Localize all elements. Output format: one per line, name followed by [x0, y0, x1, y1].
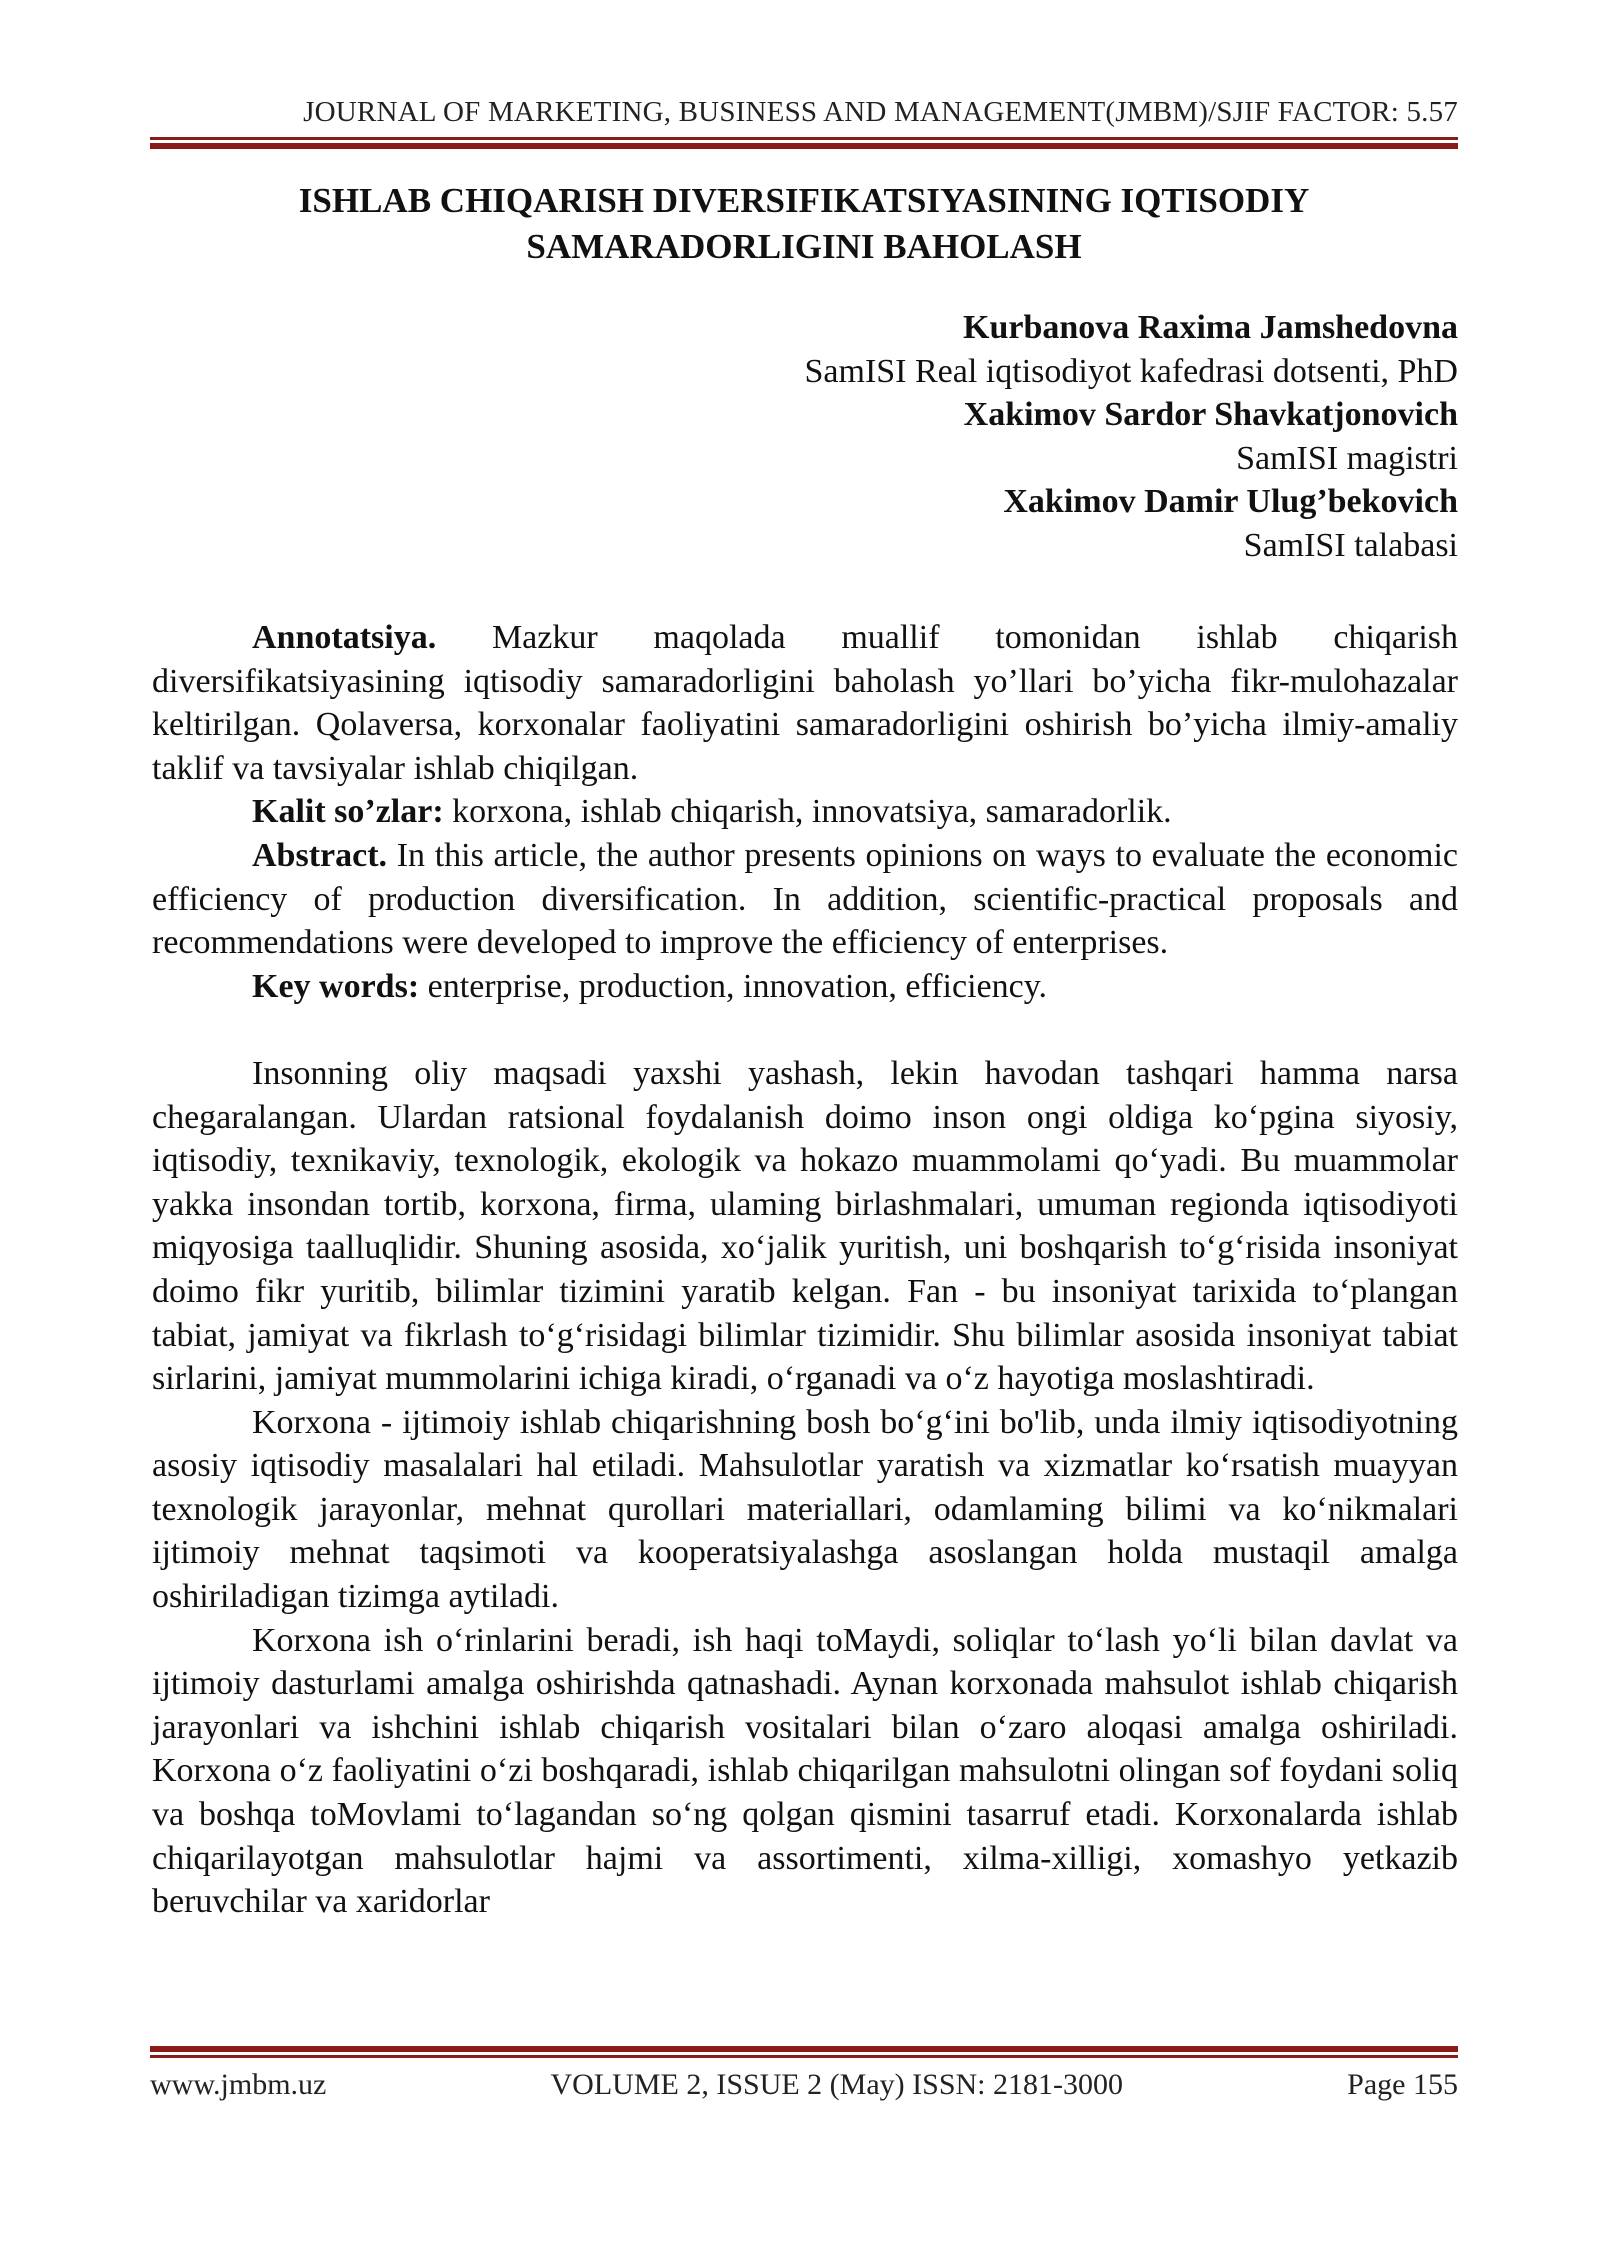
footer-volume: VOLUME 2, ISSUE 2 (May) ISSN: 2181-3000	[550, 2068, 1124, 2101]
annotation-paragraph	[152, 616, 1458, 790]
author-affiliation: SamISI talabasi	[1243, 526, 1458, 564]
body-paragraph: Korxona - ijtimoiy ishlab chiqarishning bosh bo‘g‘ini bo'lib, unda ilmiy iqtisodiyotning asosiy iqtisodiy masalalari hal etiladi. Mahsulotlar yaratish va xizmatlar ko‘rsatish muayyan texnologik jarayonlar, mehnat qurollari materiallari, odamlaming bilimi va ko‘nikmalari ijtimoiy mehnat taqsimoti va kooperatsiyalashga asoslangan holda mustaqil amalga oshiriladigan tizimga aytiladi.	[152, 1403, 1458, 1616]
author-name: Xakimov Damir Ulug’bekovich	[1003, 483, 1458, 520]
author-name: Kurbanova Raxima Jamshedovna	[963, 309, 1458, 346]
footer-rule-thick	[150, 2046, 1458, 2052]
keywords-uz-paragraph	[152, 790, 1458, 834]
body-paragraph: Korxona ish o‘rinlarini beradi, ish haqi toMaydi, soliqlar to‘lash yo‘li bilan davlat va ijtimoiy dasturlami amalga oshirishda qatnashadi. Aynan korxonada mahsulot ishlab chiqarish jarayonlari va ishchini ishlab chiqarish vositalari bilan o‘zaro aloqasi amalga oshiriladi. Korxona o‘z faoliyatini o‘zi boshqaradi, ishlab chiqarilgan mahsulotni olingan sof foydani soliq va boshqa toMovlami to‘lagandan so‘ng qolgan qismini tasarruf etadi. Korxonalarda ishlab chiqarilayotgan mahsulotlar hajmi va assortimenti, xilma-xilligi, xomashyo yetkazib beruvchilar va xaridorlar	[152, 1621, 1458, 1921]
body-paragraph: Insonning oliy maqsadi yaxshi yashash, lekin havodan tashqari hamma narsa chegaralangan. Ulardan ratsional foydalanish doimo inson ongi oldiga ko‘pgina siyosiy, iqtisodiy, texnikaviy, texnologik, ekologik va hokazo muammolami qo‘yadi. Bu muammolar yakka insondan tortib, korxona, firma, ulaming birlashmalari, umuman regionda iqtisodiyoti miqyosiga taalluqlidir. Shuning asosida, xo‘jalik yuritish, uni boshqarish to‘g‘risida insoniyat doimo fikr yuritib, bilimlar tizimini yaratib kelgan. Fan - bu insoniyat tarixida to‘plangan tabiat, jamiyat va fikrlash to‘g‘risidagi bilimlar tizimidir. Shu bilimlar asosida insoniyat tabiat sirlarini, jamiyat mummolarini ichiga kiradi, o‘rganadi va o‘z hayotiga moslashtiradi.	[152, 1054, 1458, 1398]
annotation-label: Annotatsiya.	[252, 619, 437, 656]
abstract-label: Abstract.	[252, 836, 388, 874]
footer-page-number: Page 155	[1347, 2068, 1458, 2101]
author-affiliation: SamISI Real iqtisodiyot kafedrasi dotsenti, PhD	[804, 352, 1458, 390]
author-affiliation: SamISI magistri	[1236, 439, 1458, 477]
header-rule-thick	[150, 143, 1458, 149]
footer-website: www.jmbm.uz	[150, 2068, 327, 2101]
article-title-line1: ISHLAB CHIQARISH DIVERSIFIKATSIYASINING IQTISODIY	[298, 181, 1310, 220]
article-title	[150, 178, 1458, 270]
abstract-text: In this article, the author presents opinions on ways to evaluate the economic efficiency of production diversification. In addition, scientific-practical proposals and recommendations were developed to improve the efficiency of enterprises.	[152, 836, 1458, 962]
header-rule-thin	[150, 137, 1458, 140]
author-name: Xakimov Sardor Shavkatjonovich	[963, 396, 1458, 433]
running-header: JOURNAL OF MARKETING, BUSINESS AND MANAGEMENT(JMBM)/SJIF FACTOR: 5.57	[303, 96, 1458, 128]
keywords-en-paragraph	[152, 965, 1458, 1009]
keywords-en-label: Key words:	[252, 967, 420, 1005]
article-body	[152, 616, 1458, 1924]
page-footer	[150, 2068, 1458, 2102]
paragraph-gap	[152, 1008, 1458, 1052]
keywords-en-text: enterprise, production, innovation, efficiency.	[419, 967, 1048, 1005]
author-block	[805, 306, 1459, 567]
keywords-uz-text: korxona, ishlab chiqarish, innovatsiya, samaradorlik.	[443, 793, 1172, 831]
annotation-text: Mazkur maqolada muallif tomonidan ishlab chiqarish diversifikatsiyasining iqtisodiy samaradorligini baholash yo’llari bo’yicha fikr-mulohazalar keltirilgan. Qolaversa, korxonalar faoliyatini samaradorligini oshirish bo’yicha ilmiy-amaliy taklif va tavsiyalar ishlab chiqilgan.	[152, 619, 1458, 787]
keywords-uz-label: Kalit so’zlar:	[252, 793, 444, 831]
footer-rule-thin	[150, 2055, 1458, 2058]
article-title-line2: SAMARADORLIGINI BAHOLASH	[526, 227, 1082, 266]
abstract-paragraph	[152, 834, 1458, 965]
